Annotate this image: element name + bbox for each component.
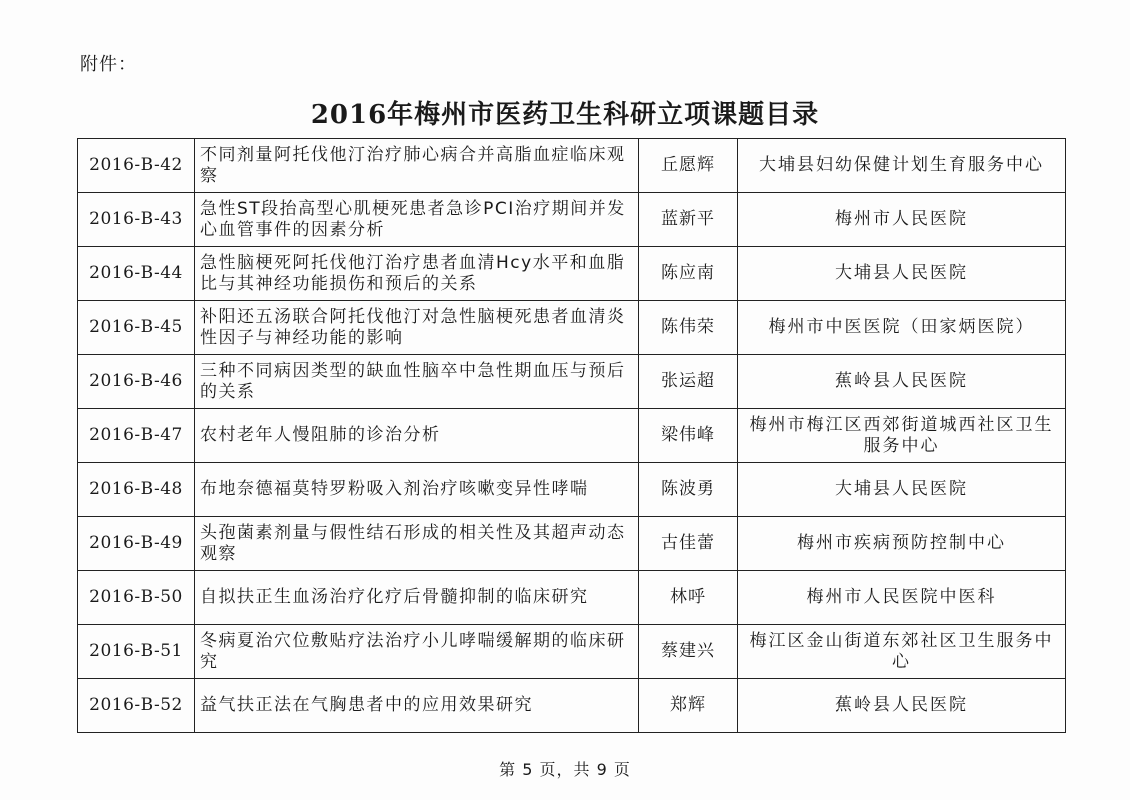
organization-cell: 大埔县人民医院 (738, 247, 1066, 301)
organization-cell: 梅州市中医医院（田家炳医院） (738, 301, 1066, 355)
organization-cell: 梅州市人民医院 (738, 193, 1066, 247)
project-code-cell: 2016-B-47 (78, 409, 195, 463)
page-title: 2016年梅州市医药卫生科研立项课题目录 (310, 100, 820, 130)
project-topic-cell: 头孢菌素剂量与假性结石形成的相关性及其超声动态观察 (195, 517, 639, 571)
table-row (78, 517, 1066, 571)
project-code-cell: 2016-B-51 (78, 625, 195, 679)
organization-cell: 梅州市梅江区西郊街道城西社区卫生服务中心 (738, 409, 1066, 463)
project-code-cell: 2016-B-42 (78, 139, 195, 193)
table-row (78, 463, 1066, 517)
table-row (78, 625, 1066, 679)
project-topic-cell: 布地奈德福莫特罗粉吸入剂治疗咳嗽变异性哮喘 (195, 463, 639, 517)
project-topic-cell: 不同剂量阿托伐他汀治疗肺心病合并高脂血症临床观察 (195, 139, 639, 193)
project-leader-cell: 梁伟峰 (639, 409, 738, 463)
table-row (78, 247, 1066, 301)
table-row (78, 301, 1066, 355)
project-leader-cell: 郑辉 (639, 679, 738, 733)
project-topic-cell: 急性ST段抬高型心肌梗死患者急诊PCI治疗期间并发心血管事件的因素分析 (195, 193, 639, 247)
project-leader-cell: 陈波勇 (639, 463, 738, 517)
organization-cell: 梅州市人民医院中医科 (738, 571, 1066, 625)
table-row (78, 571, 1066, 625)
project-topic-cell: 冬病夏治穴位敷贴疗法治疗小儿哮喘缓解期的临床研究 (195, 625, 639, 679)
project-code-cell: 2016-B-45 (78, 301, 195, 355)
project-leader-cell: 张运超 (639, 355, 738, 409)
project-catalog-table (77, 138, 1066, 733)
organization-cell: 梅州市疾病预防控制中心 (738, 517, 1066, 571)
project-topic-cell: 自拟扶正生血汤治疗化疗后骨髓抑制的临床研究 (195, 571, 639, 625)
organization-cell: 蕉岭县人民医院 (738, 679, 1066, 733)
project-topic-cell: 急性脑梗死阿托伐他汀治疗患者血清Hcy水平和血脂比与其神经功能损伤和预后的关系 (195, 247, 639, 301)
project-topic-cell: 农村老年人慢阻肺的诊治分析 (195, 409, 639, 463)
project-leader-cell: 蔡建兴 (639, 625, 738, 679)
table-row (78, 193, 1066, 247)
project-code-cell: 2016-B-49 (78, 517, 195, 571)
project-leader-cell: 林呼 (639, 571, 738, 625)
table-row (78, 409, 1066, 463)
organization-cell: 梅江区金山街道东郊社区卫生服务中心 (738, 625, 1066, 679)
project-code-cell: 2016-B-46 (78, 355, 195, 409)
project-topic-cell: 三种不同病因类型的缺血性脑卒中急性期血压与预后的关系 (195, 355, 639, 409)
project-topic-cell: 补阳还五汤联合阿托伐他汀对急性脑梗死患者血清炎性因子与神经功能的影响 (195, 301, 639, 355)
project-leader-cell: 陈应南 (639, 247, 738, 301)
organization-cell: 大埔县妇幼保健计划生育服务中心 (738, 139, 1066, 193)
organization-cell: 蕉岭县人民医院 (738, 355, 1066, 409)
organization-cell: 大埔县人民医院 (738, 463, 1066, 517)
page-number: 第 5 页，共 9 页 (499, 760, 631, 779)
project-leader-cell: 陈伟荣 (639, 301, 738, 355)
project-code-cell: 2016-B-43 (78, 193, 195, 247)
attachment-label: 附件： (80, 54, 137, 75)
project-code-cell: 2016-B-44 (78, 247, 195, 301)
project-code-cell: 2016-B-52 (78, 679, 195, 733)
project-leader-cell: 丘愿辉 (639, 139, 738, 193)
project-leader-cell: 古佳蕾 (639, 517, 738, 571)
project-code-cell: 2016-B-50 (78, 571, 195, 625)
table-body (78, 139, 1066, 733)
table-row (78, 355, 1066, 409)
table-row (78, 139, 1066, 193)
table-row (78, 679, 1066, 733)
project-topic-cell: 益气扶正法在气胸患者中的应用效果研究 (195, 679, 639, 733)
project-code-cell: 2016-B-48 (78, 463, 195, 517)
project-leader-cell: 蓝新平 (639, 193, 738, 247)
